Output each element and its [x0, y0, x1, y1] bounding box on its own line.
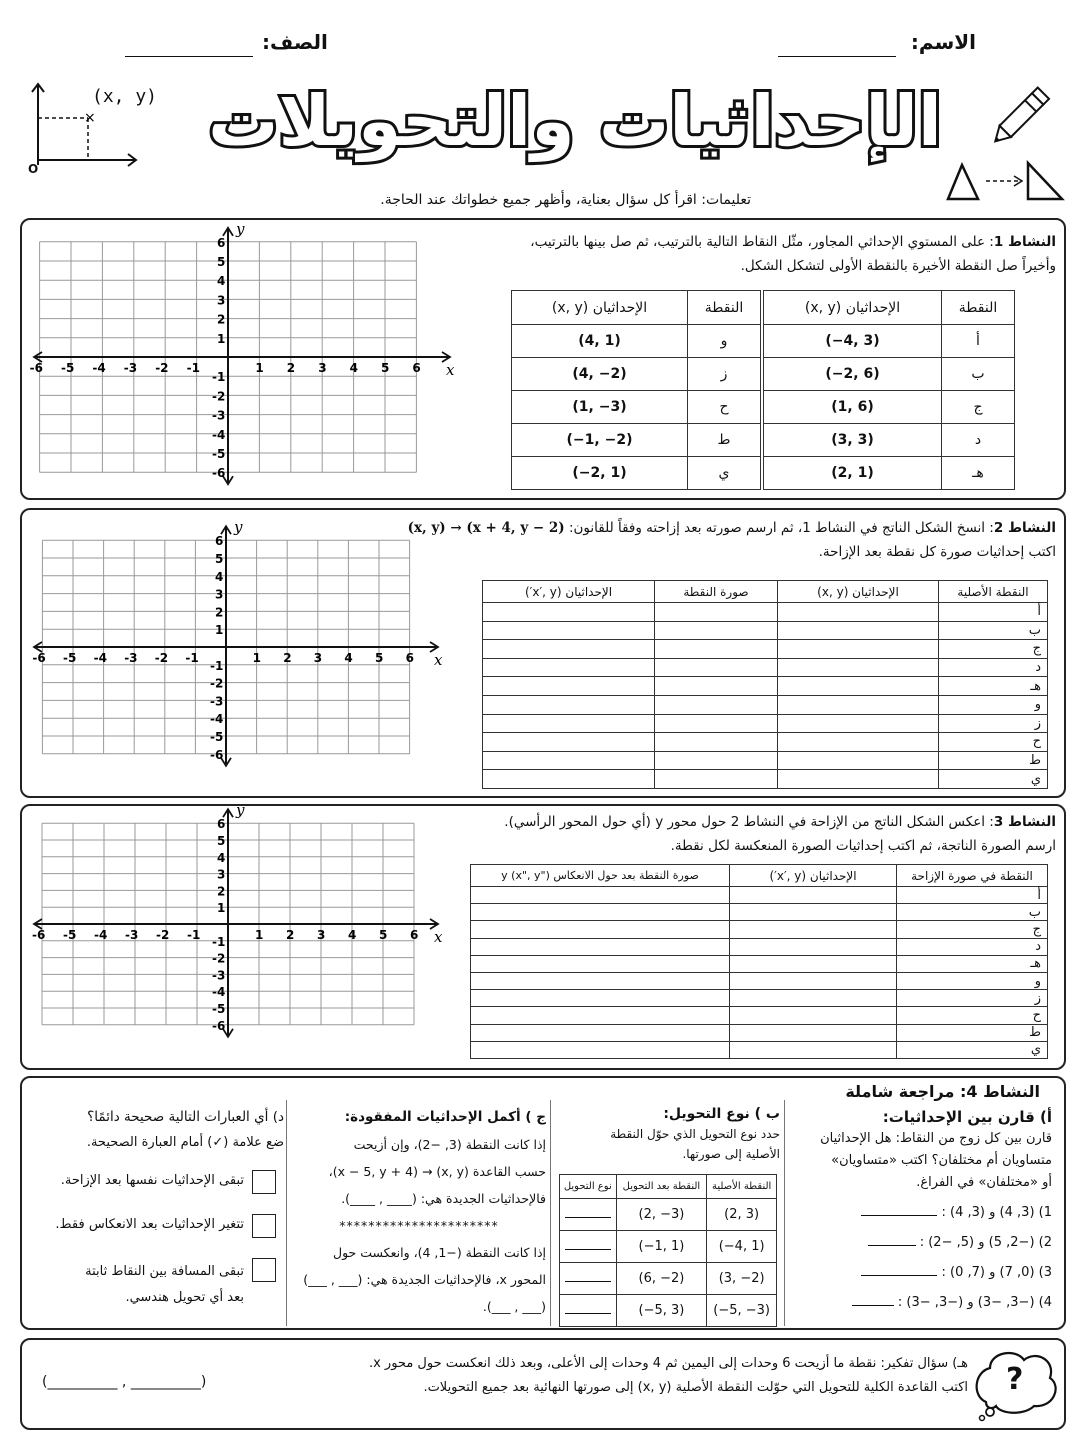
y-tick-label: -5	[212, 447, 226, 461]
y-axis-label: y	[234, 518, 243, 537]
y-tick-label: 1	[215, 623, 224, 638]
thinking-line1: هـ) سؤال تفكير: نقطة ما أزيحت 6 وحدات إلى اليمين ثم 4 وحدات إلى الأعلى، وبعد ذلك انعكست حول محور x.	[368, 1356, 968, 1371]
table-row	[471, 955, 1048, 972]
answer-cell[interactable]	[655, 714, 778, 733]
y-tick-label: 3	[217, 867, 226, 882]
x-tick-label: 6	[410, 928, 419, 942]
compare-item[interactable]: 2) (−2, 5) و (5, −2) :	[790, 1228, 1052, 1258]
answer-cell[interactable]	[730, 938, 897, 955]
instructions: تعليمات: اقرأ كل سؤال بعناية، وأظهر جميع خطواتك عند الحاجة.	[380, 192, 751, 208]
col-reflected-coords: صورة النقطة بعد حول الانعكاس y (x", y")	[471, 865, 730, 887]
x-tick-label: -6	[32, 651, 46, 665]
statement-1-checkbox[interactable]	[252, 1170, 276, 1194]
col-after: النقطة بعد التحويل	[616, 1175, 707, 1199]
thinking-answer[interactable]: (__________ , __________)	[42, 1374, 207, 1390]
row-point-label: هـ	[939, 677, 1048, 696]
orig-point: (3, −2)	[707, 1263, 777, 1295]
point-label: ي	[688, 457, 761, 490]
x-tick-label: 2	[286, 928, 295, 942]
answer-cell[interactable]	[471, 1041, 730, 1058]
answer-cell[interactable]	[778, 677, 939, 696]
answer-cell[interactable]	[730, 887, 897, 904]
col-point: النقطة	[688, 291, 761, 325]
answer-cell[interactable]	[730, 990, 897, 1007]
statement-1: تبقى الإحداثيات نفسها بعد الإزاحة.	[60, 1173, 244, 1188]
x-axis-label: x	[446, 361, 455, 379]
orig-point: (2, 3)	[707, 1199, 777, 1231]
activity2-rule: (x, y) → (x + 4, y − 2)	[407, 520, 565, 536]
name-label: الاسم:	[910, 30, 976, 54]
y-axis-label: y	[236, 222, 245, 238]
answer-cell[interactable]	[778, 603, 939, 622]
col-coords: الإحداثيان (x, y)	[764, 291, 942, 325]
answer-cell[interactable]	[655, 640, 778, 659]
section-c-title: ج ) أكمل الإحداثيات المفقودة:	[344, 1109, 546, 1125]
statement-3-checkbox[interactable]	[252, 1258, 276, 1282]
y-tick-label: -3	[212, 968, 226, 983]
col-image-coords: الإحداثيان (x′, y′)	[483, 581, 655, 603]
x-tick-label: 6	[405, 651, 414, 665]
row-point-label: ح	[897, 1007, 1048, 1024]
activity2-table	[482, 580, 1048, 789]
section-c-line: إذا كانت النقطة (−1, 4)، وانعكست حول	[333, 1245, 546, 1260]
section-c	[292, 1104, 546, 1320]
type-blank[interactable]	[560, 1295, 617, 1327]
point-coord: (−2, 6)	[764, 358, 942, 391]
y-tick-label: -6	[212, 466, 226, 481]
x-tick-label: -5	[63, 651, 77, 665]
table-row	[471, 1041, 1048, 1058]
y-tick-label: -4	[212, 985, 226, 1000]
compare-item[interactable]: 3) (0, 7) و (7, 0) :	[790, 1258, 1052, 1288]
activity2-title: النشاط 2	[993, 520, 1056, 536]
activity1-table-left	[511, 290, 761, 490]
answer-cell[interactable]	[655, 695, 778, 714]
class-label: الصف:	[262, 30, 328, 54]
table-row	[483, 677, 1048, 696]
point-coord: (−1, −2)	[512, 424, 688, 457]
point-label: و	[688, 325, 761, 358]
answer-cell[interactable]	[471, 990, 730, 1007]
row-point-label: ب	[897, 904, 1048, 921]
answer-cell[interactable]	[471, 1024, 730, 1041]
answer-cell[interactable]	[471, 921, 730, 938]
section-b	[556, 1104, 780, 1164]
transformation-type-table	[559, 1174, 777, 1327]
x-tick-label: -5	[63, 928, 77, 942]
point-label: ج	[942, 391, 1015, 424]
col-original-coords: الإحداثيان (x, y)	[778, 581, 939, 603]
type-blank[interactable]	[560, 1199, 617, 1231]
x-tick-label: 2	[283, 651, 292, 665]
section-d-title: د) أي العبارات التالية صحيحة دائمًا؟	[87, 1109, 284, 1125]
x-tick-label: 1	[255, 361, 264, 375]
x-tick-label: -1	[186, 361, 200, 375]
section-b-desc: الأصلية إلى صورتها.	[682, 1147, 780, 1161]
y-tick-label: 6	[217, 817, 226, 832]
activity2-instructions	[356, 516, 1056, 564]
point-coord: (4, 1)	[512, 325, 688, 358]
activity1-instructions	[436, 230, 1056, 278]
point-coord: (1, −3)	[512, 391, 688, 424]
x-tick-label: 3	[317, 928, 326, 942]
point-coord: (4, −2)	[512, 358, 688, 391]
x-tick-label: 5	[379, 928, 388, 942]
coord-label: (x, y)	[92, 86, 158, 107]
answer-cell[interactable]	[483, 640, 655, 659]
x-tick-label: 6	[412, 361, 421, 375]
answer-cell[interactable]	[730, 1041, 897, 1058]
answer-cell[interactable]	[483, 714, 655, 733]
answer-cell[interactable]	[778, 658, 939, 677]
answer-cell[interactable]	[778, 751, 939, 770]
divider	[550, 1100, 551, 1326]
row-point-label: و	[939, 695, 1048, 714]
col-point: النقطة	[942, 291, 1015, 325]
answer-cell[interactable]	[778, 714, 939, 733]
answer-cell[interactable]	[483, 695, 655, 714]
y-tick-label: -6	[210, 747, 224, 762]
y-tick-label: -2	[212, 951, 226, 966]
row-point-label: ي	[939, 770, 1048, 789]
x-tick-label: 4	[348, 928, 357, 942]
divider	[286, 1100, 287, 1326]
section-d-desc: ضع علامة (✓) أمام العبارة الصحيحة.	[86, 1135, 284, 1150]
point-coord: (3, 3)	[764, 424, 942, 457]
x-tick-label: -5	[61, 361, 75, 375]
y-tick-label: 5	[215, 552, 224, 566]
x-tick-label: 5	[381, 361, 390, 375]
point-label: ط	[688, 424, 761, 457]
answer-cell[interactable]	[778, 621, 939, 640]
x-tick-label: 4	[344, 651, 353, 665]
y-tick-label: -2	[212, 389, 226, 404]
table-row	[483, 714, 1048, 733]
row-point-label: ج	[939, 640, 1048, 659]
activity4-title: النشاط 4: مراجعة شاملة	[845, 1082, 1040, 1101]
activity1-line1: : على المستوي الإحداثي المجاور، مثّل النقاط التالية بالترتيب، ثم صل بينها بالترتيب،	[530, 234, 994, 250]
question-mark: ?	[1006, 1362, 1024, 1397]
answer-cell[interactable]	[471, 1007, 730, 1024]
answer-cell[interactable]	[730, 972, 897, 989]
x-tick-label: -1	[187, 928, 201, 942]
section-a-desc: متساويان أم مختلفان؟ اكتب «متساويان»	[831, 1153, 1052, 1168]
y-tick-label: 4	[217, 274, 226, 289]
page-title: الإحداثيات والتحويلات	[208, 80, 942, 162]
activity3-instructions	[436, 810, 1056, 858]
point-label: د	[942, 424, 1015, 457]
row-point-label: ز	[897, 990, 1048, 1007]
y-tick-label: 1	[217, 901, 226, 916]
answer-cell[interactable]	[483, 603, 655, 622]
y-tick-label: -6	[212, 1018, 226, 1033]
table-row	[483, 658, 1048, 677]
answer-cell[interactable]	[483, 751, 655, 770]
activity3-title: النشاط 3	[993, 814, 1056, 830]
answer-cell[interactable]	[471, 955, 730, 972]
y-tick-label: 1	[217, 331, 226, 346]
x-tick-label: 2	[286, 361, 296, 375]
x-tick-label: -2	[156, 928, 170, 942]
answer-cell[interactable]	[483, 733, 655, 752]
y-tick-label: 2	[217, 312, 226, 327]
orig-point: (−4, 1)	[707, 1231, 777, 1263]
answer-cell[interactable]	[778, 640, 939, 659]
answer-cell[interactable]	[778, 733, 939, 752]
statement-2: تتغير الإحداثيات بعد الانعكاس فقط.	[55, 1217, 244, 1232]
row-point-label: و	[897, 972, 1048, 989]
y-tick-label: -5	[210, 730, 224, 744]
activity1-line2: وأخيراً صل النقطة الأخيرة بالنقطة الأولى لتشكل الشكل.	[740, 258, 1056, 274]
activity3-table	[470, 864, 1048, 1059]
x-tick-label: -1	[185, 651, 199, 665]
col-coords: الإحداثيان (x, y)	[512, 291, 688, 325]
col-translated-coords: الإحداثيان (x′, y′)	[730, 865, 897, 887]
statement-3: تبقى المسافة بين النقاط ثابتة بعد أي تحويل هندسي.	[85, 1264, 244, 1305]
row-point-label: ز	[939, 714, 1048, 733]
compare-item[interactable]: 1) (3, 4) و (3, 4) :	[790, 1198, 1052, 1228]
x-axis-label: x	[434, 928, 443, 946]
orig-point: (−5, −3)	[707, 1295, 777, 1327]
x-tick-label: 1	[255, 928, 264, 942]
answer-cell[interactable]	[483, 658, 655, 677]
y-tick-label: -3	[212, 408, 226, 423]
section-b-title: ب ) نوع التحويل:	[663, 1106, 780, 1122]
row-point-label: ح	[939, 733, 1048, 752]
point-coord: (1, 6)	[764, 391, 942, 424]
table-row	[483, 770, 1048, 789]
table-row	[471, 972, 1048, 989]
x-tick-label: 3	[313, 651, 323, 665]
col-type: نوع التحويل	[560, 1175, 617, 1199]
y-tick-label: -1	[212, 934, 226, 949]
answer-cell[interactable]	[778, 770, 939, 789]
section-a-desc: أو «مختلفان» في الفراغ.	[916, 1175, 1052, 1190]
x-tick-label: -3	[123, 361, 138, 375]
y-tick-label: -2	[210, 676, 224, 691]
transformation-triangles-icon	[940, 155, 1070, 205]
row-point-label: ط	[939, 751, 1048, 770]
section-c-answer[interactable]: فالإحداثيات الجديدة هي: (____ , ____).	[341, 1191, 546, 1206]
x-tick-label: -6	[29, 361, 43, 375]
answer-cell[interactable]	[655, 733, 778, 752]
table-row	[483, 621, 1048, 640]
answer-cell[interactable]	[730, 904, 897, 921]
row-point-label: ي	[897, 1041, 1048, 1058]
point-label: أ	[942, 325, 1015, 358]
x-tick-label: 3	[318, 361, 327, 375]
y-axis-label: y	[236, 806, 245, 820]
section-c-line: إذا كانت النقطة (3, −2)، وإن أزيحت	[353, 1137, 546, 1152]
x-axis-label: x	[434, 651, 443, 669]
x-tick-label: -4	[92, 361, 106, 375]
section-c-answer[interactable]: (___ , ___).	[482, 1299, 546, 1314]
col-image-point: صورة النقطة	[655, 581, 778, 603]
row-point-label: هـ	[897, 955, 1048, 972]
section-d	[30, 1104, 284, 1156]
activity3-line2: ارسم الصورة الناتجة، ثم اكتب إحداثيات الصورة المنعكسة لكل نقطة.	[670, 838, 1056, 854]
x-tick-label: -2	[154, 651, 169, 665]
table-row	[471, 938, 1048, 955]
activity1-title: النشاط 1	[993, 234, 1056, 250]
answer-cell[interactable]	[730, 955, 897, 972]
col-original-point: النقطة الأصلية	[939, 581, 1048, 603]
answer-cell[interactable]	[655, 658, 778, 677]
img-point: (−5, 3)	[616, 1295, 707, 1327]
answer-cell[interactable]	[655, 621, 778, 640]
y-tick-label: 2	[217, 884, 226, 899]
row-point-label: ب	[939, 621, 1048, 640]
img-point: (6, −2)	[616, 1263, 707, 1295]
table-row	[483, 603, 1048, 622]
row-point-label: ط	[897, 1024, 1048, 1041]
thinking-question	[369, 1352, 968, 1400]
y-tick-label: 6	[217, 235, 226, 250]
answer-cell[interactable]	[778, 695, 939, 714]
col-original: النقطة الأصلية	[707, 1175, 777, 1199]
answer-cell[interactable]	[483, 677, 655, 696]
table-row	[471, 990, 1048, 1007]
type-blank[interactable]	[560, 1231, 617, 1263]
y-tick-label: -5	[212, 1002, 226, 1016]
svg-text:×: ×	[84, 110, 96, 126]
answer-cell[interactable]	[471, 887, 730, 904]
x-tick-label: -4	[94, 928, 108, 942]
x-tick-label: 1	[252, 651, 261, 665]
section-a-desc: قارن بين كل زوج من النقاط: هل الإحداثيان	[820, 1131, 1052, 1146]
x-tick-label: -4	[93, 651, 107, 665]
class-field[interactable]	[125, 56, 253, 57]
answer-cell[interactable]	[655, 677, 778, 696]
y-tick-label: -1	[210, 658, 224, 673]
answer-cell[interactable]	[483, 621, 655, 640]
img-point: (−1, 1)	[616, 1231, 707, 1263]
y-tick-label: -4	[210, 712, 224, 727]
section-b-desc: حدد نوع التحويل الذي حوّل النقطة	[610, 1127, 780, 1141]
y-tick-label: 6	[215, 534, 224, 549]
y-tick-label: -1	[212, 370, 226, 385]
answer-cell[interactable]	[730, 921, 897, 938]
y-tick-label: -3	[210, 694, 224, 709]
x-tick-label: -2	[155, 361, 169, 375]
point-label: ز	[688, 358, 761, 391]
table-row	[471, 887, 1048, 904]
x-tick-label: -3	[125, 928, 139, 942]
y-tick-label: 3	[215, 587, 224, 602]
row-point-label: ج	[897, 921, 1048, 938]
section-c-line: حسب القاعدة (x, y) → (x − 5, y + 4)،	[328, 1164, 546, 1179]
point-label: ب	[942, 358, 1015, 391]
x-tick-label: 4	[349, 361, 358, 375]
table-row	[471, 1007, 1048, 1024]
answer-cell[interactable]	[730, 1007, 897, 1024]
row-point-label: د	[939, 658, 1048, 677]
activity3-line1: : اعكس الشكل الناتج من الإزاحة في النشاط 2 حول محور y (أي حول المحور الرأسي).	[504, 814, 994, 830]
table-row	[471, 921, 1048, 938]
point-coord: (2, 1)	[764, 457, 942, 490]
answer-cell[interactable]	[655, 603, 778, 622]
table-row	[483, 751, 1048, 770]
answer-cell[interactable]	[730, 1024, 897, 1041]
name-field[interactable]	[778, 56, 896, 57]
y-tick-label: 5	[217, 255, 226, 269]
type-blank[interactable]	[560, 1263, 617, 1295]
y-tick-label: 3	[217, 293, 226, 308]
thinking-line2: اكتب القاعدة الكلية للتحويل التي حوّلت النقطة الأصلية (x, y) إلى صورتها النهائية بعد جميع التحويلات.	[423, 1380, 968, 1395]
y-tick-label: 2	[215, 605, 224, 620]
table-row	[483, 640, 1048, 659]
table-row	[471, 1024, 1048, 1041]
table-row	[483, 733, 1048, 752]
img-point: (2, −3)	[616, 1199, 707, 1231]
activity1-table-right	[763, 290, 1015, 490]
divider	[784, 1100, 785, 1326]
compare-item[interactable]: 4) (−3, −3) و (−3, −3) :	[790, 1288, 1052, 1318]
point-label: هـ	[942, 457, 1015, 490]
y-tick-label: 4	[215, 569, 224, 584]
col-translated-point: النقطة في صورة الإزاحة	[897, 865, 1048, 887]
point-label: ح	[688, 391, 761, 424]
pencil-icon	[990, 78, 1060, 148]
y-tick-label: -4	[212, 427, 226, 442]
row-point-label: أ	[897, 887, 1048, 904]
statement-2-checkbox[interactable]	[252, 1214, 276, 1238]
point-coord: (−2, 1)	[512, 457, 688, 490]
answer-cell[interactable]	[655, 751, 778, 770]
separator-stars: **********************	[339, 1218, 499, 1233]
section-a	[790, 1106, 1052, 1318]
point-coord: (−4, 3)	[764, 325, 942, 358]
answer-cell[interactable]	[655, 770, 778, 789]
x-tick-label: 5	[375, 651, 384, 665]
x-tick-label: -6	[32, 928, 46, 942]
activity2-line2: اكتب إحداثيات صورة كل نقطة بعد الإزاحة.	[818, 544, 1056, 560]
answer-cell[interactable]	[471, 938, 730, 955]
table-row	[471, 904, 1048, 921]
y-tick-label: 4	[217, 850, 226, 865]
row-point-label: أ	[939, 603, 1048, 622]
activity2-line1: : انسخ الشكل الناتج في النشاط 1، ثم ارسم صورته بعد إزاحته وفقاً للقانون:	[568, 520, 994, 536]
section-c-answer[interactable]: المحور x، فالإحداثيات الجديدة هي: (___ , ___)	[303, 1272, 546, 1287]
x-tick-label: -3	[124, 651, 138, 665]
answer-cell[interactable]	[483, 770, 655, 789]
activity1-coordinate-grid[interactable]	[28, 222, 468, 494]
answer-cell[interactable]	[471, 972, 730, 989]
answer-cell[interactable]	[471, 904, 730, 921]
activity3-coordinate-grid[interactable]	[28, 806, 452, 1042]
section-a-title: أ) قارن بين الإحداثيات:	[882, 1108, 1052, 1126]
y-tick-label: 5	[217, 834, 226, 848]
table-row	[483, 695, 1048, 714]
origin-label: O	[28, 162, 39, 176]
row-point-label: د	[897, 938, 1048, 955]
